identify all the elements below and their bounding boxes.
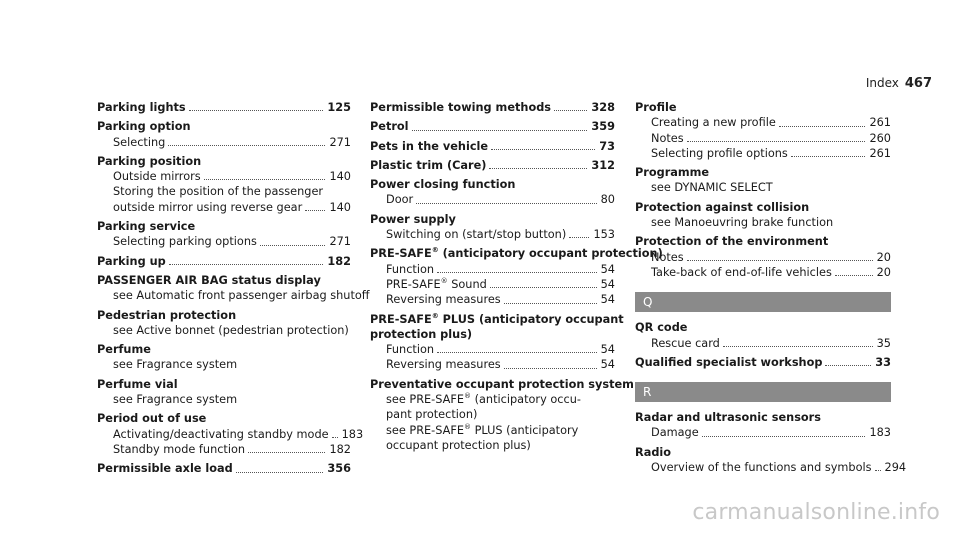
heading-text: PASSENGER AIR BAG status display xyxy=(97,273,321,287)
index-entry xyxy=(635,100,891,161)
page-ref[interactable]: 183 xyxy=(869,426,891,440)
index-subentry[interactable] xyxy=(635,115,891,130)
index-subentry[interactable] xyxy=(370,342,615,357)
registered-mark: ® xyxy=(440,276,448,285)
leader-dots xyxy=(835,275,873,276)
watermark: carmanualsonline.info xyxy=(692,500,940,525)
index-subentry[interactable] xyxy=(370,262,615,277)
heading-text: Parking service xyxy=(97,220,196,234)
subentry-text: Reversing measures xyxy=(386,358,501,372)
index-entry xyxy=(97,342,351,373)
leader-dots xyxy=(260,245,326,246)
index-subentry xyxy=(370,423,615,438)
leader-dots xyxy=(412,130,588,131)
subentry-text: see Active bonnet (pedestrian protection) xyxy=(113,323,349,337)
heading-text: Qualified specialist workshop xyxy=(635,355,823,369)
index-subentry xyxy=(97,357,351,372)
index-heading[interactable] xyxy=(635,355,891,370)
subentry-text: Selecting profile options xyxy=(651,146,788,160)
subentry-text: Take-back of end-of-life vehicles xyxy=(651,265,832,279)
heading-text: Protection against collision xyxy=(635,200,810,214)
index-heading xyxy=(635,445,891,460)
page-ref[interactable]: 54 xyxy=(600,262,615,276)
subentry-text: Standby mode function xyxy=(113,442,246,456)
index-entry xyxy=(635,165,891,196)
subentry-text: Rescue card xyxy=(651,336,720,350)
heading-text: Pedestrian protection xyxy=(97,308,237,322)
index-subentry[interactable] xyxy=(370,192,615,207)
leader-dots xyxy=(416,203,596,204)
subentry-text: PRE-SAFE® Sound xyxy=(386,276,487,291)
index-subentry[interactable] xyxy=(635,336,891,351)
index-subentry xyxy=(97,392,351,407)
index-column-1 xyxy=(97,100,370,481)
heading-text: protection plus) xyxy=(370,327,473,341)
page-ref[interactable]: 125 xyxy=(327,101,351,114)
index-heading[interactable] xyxy=(370,119,615,134)
index-entry xyxy=(97,308,351,339)
index-heading xyxy=(370,377,634,392)
index-entry xyxy=(97,377,351,408)
index-subentry[interactable] xyxy=(370,277,615,292)
index-entry xyxy=(635,320,891,351)
index-entry xyxy=(370,311,624,373)
index-heading xyxy=(370,177,615,192)
heading-text: Programme xyxy=(635,166,710,180)
subentry-text: pant protection) xyxy=(386,408,478,422)
subentry-text: Notes xyxy=(651,250,684,264)
heading-text: Perfume vial xyxy=(97,377,178,391)
index-subentry xyxy=(97,323,351,338)
heading-text: Parking position xyxy=(97,154,202,168)
page-ref[interactable]: 54 xyxy=(600,343,615,357)
leader-dots xyxy=(779,126,866,127)
leader-dots xyxy=(204,179,326,180)
index-subentry[interactable] xyxy=(635,425,891,440)
index-subentry[interactable] xyxy=(635,250,891,265)
heading-text: Perfume xyxy=(97,343,151,357)
heading-text: PRE-SAFE® PLUS (anticipatory occupant xyxy=(370,311,624,326)
index-subentry[interactable] xyxy=(97,234,351,249)
index-subentry[interactable] xyxy=(635,265,891,280)
index-heading xyxy=(97,377,351,392)
heading-text: Profile xyxy=(635,101,677,114)
subentry-text: Outside mirrors xyxy=(113,170,201,184)
index-entry xyxy=(370,377,634,453)
index-heading xyxy=(635,410,891,425)
index-subentry xyxy=(370,438,615,453)
letter-section-header: R xyxy=(635,382,891,402)
page-ref[interactable]: 140 xyxy=(329,200,351,214)
leader-dots xyxy=(168,145,325,146)
index-subentry[interactable] xyxy=(97,200,351,215)
index-heading[interactable] xyxy=(97,461,351,476)
page-ref[interactable]: 260 xyxy=(869,131,891,145)
leader-dots xyxy=(490,287,597,288)
page-ref[interactable]: 54 xyxy=(600,358,615,372)
page-ref[interactable]: 80 xyxy=(600,193,615,207)
heading-text: Power supply xyxy=(370,212,456,226)
subentry-text: Switching on (start/stop button) xyxy=(386,228,567,242)
index-heading-cont xyxy=(370,327,615,342)
heading-text: Plastic trim (Care) xyxy=(370,158,487,172)
page-ref[interactable]: 271 xyxy=(329,135,351,149)
page-ref[interactable]: 183 xyxy=(341,427,364,441)
index-subentry[interactable] xyxy=(635,146,891,161)
heading-text: Parking up xyxy=(97,254,166,268)
index-subentry[interactable] xyxy=(97,427,364,442)
leader-dots xyxy=(437,352,597,353)
index-subentry[interactable] xyxy=(635,131,891,146)
index-heading xyxy=(97,342,351,357)
page-ref[interactable]: 54 xyxy=(600,277,615,291)
leader-dots xyxy=(189,110,324,111)
leader-dots xyxy=(437,272,597,273)
leader-dots xyxy=(569,237,589,238)
index-entry xyxy=(97,154,351,215)
heading-text: PRE-SAFE® (anticipatory occupant protection) xyxy=(370,246,663,261)
heading-text: Pets in the vehicle xyxy=(370,139,489,153)
index-entry xyxy=(635,355,891,370)
index-heading xyxy=(635,320,891,335)
index-subentry xyxy=(97,184,351,199)
page-ref[interactable]: 312 xyxy=(591,158,615,172)
index-entry xyxy=(97,461,351,476)
index-heading xyxy=(635,165,891,180)
index-heading xyxy=(370,212,615,227)
subentry-text: see Fragrance system xyxy=(113,358,238,372)
index-entry xyxy=(97,219,351,250)
registered-mark: ® xyxy=(431,311,439,320)
index-heading xyxy=(97,119,351,134)
subentry-text: Activating/deactivating standby mode xyxy=(113,427,329,441)
page-ref[interactable]: 261 xyxy=(869,116,891,130)
heading-text: Radio xyxy=(635,445,672,459)
heading-text: QR code xyxy=(635,321,688,335)
registered-mark: ® xyxy=(464,392,471,401)
index-subentry xyxy=(97,288,370,303)
index-entry xyxy=(370,177,615,208)
leader-dots xyxy=(504,303,597,304)
page-ref[interactable]: 20 xyxy=(876,265,891,279)
leader-dots xyxy=(554,110,587,111)
index-entry xyxy=(635,200,891,231)
leader-dots xyxy=(687,260,873,261)
index-entry xyxy=(635,234,891,280)
leader-dots xyxy=(825,365,871,366)
index-entry xyxy=(97,119,351,150)
index-entry xyxy=(370,100,615,115)
heading-text: Power closing function xyxy=(370,178,516,192)
heading-text: Parking lights xyxy=(97,101,186,114)
page-ref[interactable]: 182 xyxy=(327,254,351,268)
index-entry xyxy=(97,254,351,269)
leader-dots xyxy=(687,141,866,142)
index-heading[interactable] xyxy=(370,158,615,173)
leader-dots xyxy=(248,452,325,453)
index-subentry[interactable] xyxy=(370,357,615,372)
subentry-text: see Automatic front passenger airbag shutoff xyxy=(113,289,370,303)
subentry-text: Creating a new profile xyxy=(651,116,776,130)
index-heading[interactable] xyxy=(370,139,615,154)
registered-mark: ® xyxy=(431,246,439,255)
index-subentry[interactable] xyxy=(97,135,351,150)
subentry-text: see DYNAMIC SELECT xyxy=(651,181,773,195)
index-heading xyxy=(97,308,351,323)
heading-text: Permissible towing methods xyxy=(370,101,552,114)
index-heading xyxy=(97,219,351,234)
index-entry xyxy=(370,139,615,154)
subentry-text: Function xyxy=(386,262,435,276)
page-ref[interactable]: 54 xyxy=(600,293,615,307)
subentry-text: Selecting xyxy=(113,135,166,149)
subentry-text: Door xyxy=(386,193,414,207)
leader-dots xyxy=(504,368,597,369)
index-subentry[interactable] xyxy=(370,292,615,307)
index-entry xyxy=(635,445,907,476)
subentry-text: occupant protection plus) xyxy=(386,438,531,452)
page-ref[interactable]: 35 xyxy=(876,336,891,350)
leader-dots xyxy=(236,472,324,473)
index-subentry xyxy=(635,180,891,195)
leader-dots xyxy=(702,436,866,437)
index-heading xyxy=(97,154,351,169)
page-ref[interactable]: 271 xyxy=(329,235,351,249)
index-heading xyxy=(635,234,891,249)
index-entry xyxy=(97,273,370,304)
page-ref[interactable]: 20 xyxy=(876,250,891,264)
heading-text: Permissible axle load xyxy=(97,462,233,476)
page-ref[interactable]: 33 xyxy=(875,355,891,369)
index-heading xyxy=(97,411,351,426)
page-ref[interactable]: 140 xyxy=(329,170,351,184)
page-ref[interactable]: 261 xyxy=(869,146,891,160)
subentry-text: outside mirror using reverse gear xyxy=(113,200,303,214)
heading-text: Petrol xyxy=(370,120,409,134)
subentry-text: Damage xyxy=(651,426,699,440)
leader-dots xyxy=(723,346,873,347)
subentry-text: see PRE-SAFE® PLUS (anticipatory xyxy=(386,422,579,437)
index-entry xyxy=(97,100,351,115)
index-heading xyxy=(635,200,891,215)
leader-dots xyxy=(875,470,881,471)
registered-mark: ® xyxy=(464,422,471,431)
subentry-text: see Manoeuvring brake function xyxy=(651,216,834,230)
page-ref[interactable]: 356 xyxy=(327,462,351,476)
index-entry xyxy=(370,246,663,307)
section-label: Index xyxy=(865,76,899,90)
index-heading[interactable] xyxy=(97,254,351,269)
subentry-text: Notes xyxy=(651,131,684,145)
subentry-text: Function xyxy=(386,343,435,357)
index-subentry[interactable] xyxy=(97,169,351,184)
subentry-text: Selecting parking options xyxy=(113,235,257,249)
index-heading xyxy=(97,273,351,288)
leader-dots xyxy=(332,437,338,438)
index-entry xyxy=(370,212,615,243)
heading-text: Radar and ultrasonic sensors xyxy=(635,411,821,425)
page-number: 467 xyxy=(904,76,932,91)
index-subentry[interactable] xyxy=(635,460,907,475)
index-subentry[interactable] xyxy=(370,227,615,242)
index-subentry xyxy=(370,407,615,422)
heading-text: Period out of use xyxy=(97,412,207,426)
index-heading xyxy=(370,246,663,261)
subentry-text: Reversing measures xyxy=(386,293,501,307)
index-entry xyxy=(370,119,615,134)
page-ref[interactable]: 153 xyxy=(593,228,615,242)
index-heading[interactable] xyxy=(97,100,351,115)
page-ref[interactable]: 182 xyxy=(329,442,351,456)
index-column-3 xyxy=(635,100,907,479)
subentry-text: Overview of the functions and symbols xyxy=(651,461,872,475)
index-heading xyxy=(370,311,624,327)
leader-dots xyxy=(169,264,324,265)
index-entry xyxy=(97,411,364,457)
page-ref[interactable]: 359 xyxy=(591,120,615,134)
leader-dots xyxy=(791,156,866,157)
subentry-text: Storing the position of the passenger xyxy=(113,185,324,199)
index-subentry[interactable] xyxy=(97,442,351,457)
subentry-text: see PRE-SAFE® (anticipatory occu- xyxy=(386,392,581,407)
page-ref[interactable]: 73 xyxy=(599,139,615,153)
index-entry xyxy=(370,158,615,173)
index-subentry xyxy=(635,215,891,230)
page-header xyxy=(866,76,932,91)
index-heading[interactable] xyxy=(370,100,615,115)
index-subentry xyxy=(370,392,615,407)
letter-section-header: Q xyxy=(635,292,891,312)
index-heading xyxy=(635,100,891,115)
page-ref[interactable]: 328 xyxy=(591,101,615,114)
leader-dots xyxy=(489,168,587,169)
heading-text: Protection of the environment xyxy=(635,235,829,249)
page-ref[interactable]: 294 xyxy=(884,461,907,475)
leader-dots xyxy=(305,210,325,211)
index-entry xyxy=(635,410,891,441)
heading-text: Preventative occupant protection system xyxy=(370,377,634,391)
heading-text: Parking option xyxy=(97,120,191,134)
leader-dots xyxy=(491,149,595,150)
subentry-text: see Fragrance system xyxy=(113,393,238,407)
